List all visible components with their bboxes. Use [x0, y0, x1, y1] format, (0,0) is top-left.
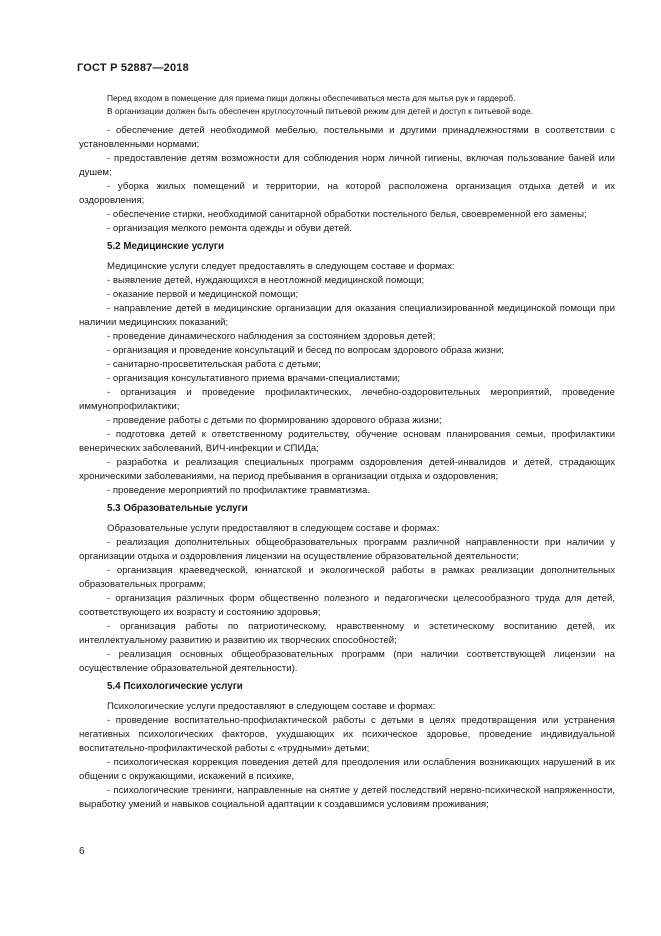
list-item: - уборка жилых помещений и территории, на которой расположена организация отдыха детей и их оздоровления; [79, 181, 615, 206]
list-item: - организация консультативного приема врачами-специалистами; [107, 373, 400, 384]
list-item: - проведение воспитательно-профилактической работы с детьми в целях предотвращения или устранения негативных психологических факторов, ухудшающих их психическое здоровье, проведение индивидуальной воспитательно-профилактической работы с «трудными» детьми; [79, 715, 615, 754]
list-item: - подготовка детей к ответственному родительству, обучение основам планирования семьи, профилактики венерических заболеваний, ВИЧ-инфекции и СПИДа; [79, 429, 615, 454]
list-item: - обеспечение стирки, необходимой санитарной обработки постельного белья, своевременной его замены; [107, 209, 587, 220]
intro-block [79, 92, 619, 118]
intro-paragraph: Перед входом в помещение для приема пищи должны обеспечиваться места для мытья рук и гардероб. [107, 93, 516, 103]
list-item: - организация различных форм общественно полезного и педагогически целесообразного труда для детей, соответствующего их возрасту и состоянию здоровья; [79, 593, 615, 618]
list-item: - организация мелкого ремонта одежды и обуви детей. [107, 223, 352, 234]
list-item: - проведение динамического наблюдения за состоянием здоровья детей; [107, 331, 436, 342]
list-item: - реализация дополнительных общеобразовательных программ различной направленности при наличии у организации отдыха и оздоровления лицензии на осуществление образовательной деятельности; [79, 537, 615, 562]
main-content [79, 124, 615, 812]
list-item: - предоставление детям возможности для соблюдения норм личной гигиены, включая пользование баней или душем; [79, 153, 615, 178]
section-lead: Психологические услуги предоставляют в следующем составе и формах: [107, 701, 436, 712]
section-heading-psychological: 5.4 Психологические услуги [107, 681, 243, 692]
list-item: - разработка и реализация специальных программ оздоровления детей-инвалидов и детей, страдающих хроническими заболеваниями, на период пребывания в организации отдыха и оздоровления; [79, 457, 615, 482]
page-number: 6 [79, 846, 85, 857]
list-item: - оказание первой и медицинской помощи; [107, 289, 299, 300]
list-item: - психологические тренинги, направленные на снятие у детей последствий нервно-психической напряженности, выработку умений и навыков социальной адаптации к создавшимся условиям проживания; [79, 785, 615, 810]
list-item: - направление детей в медицинские организации для оказания специализированной медицинской помощи при наличии медицинских показаний; [79, 303, 615, 328]
section-lead: Медицинские услуги следует предоставлять в следующем составе и формах: [107, 261, 455, 272]
section-heading-education: 5.3 Образовательные услуги [107, 503, 248, 514]
list-item: - организация работы по патриотическому, нравственному и эстетическому воспитанию детей, их интеллектуальному развитию и развитию их творческих способностей; [79, 621, 615, 646]
intro-paragraph: В организации должен быть обеспечен круглосуточный питьевой режим для детей и доступ к питьевой воде. [107, 106, 533, 116]
section-lead: Образовательные услуги предоставляют в следующем составе и формах: [107, 523, 440, 534]
list-item: - психологическая коррекция поведения детей для преодоления или ослабления возникающих нарушений в их общении с окружающими, искажений в психике, [79, 757, 615, 782]
list-item: - выявление детей, нуждающихся в неотложной медицинской помощи; [107, 275, 425, 286]
list-item: - проведение работы с детьми по формированию здорового образа жизни; [107, 415, 442, 426]
list-item: - обеспечение детей необходимой мебелью, постельными и другими принадлежностями в соответствии с установленными нормами; [79, 125, 615, 150]
list-item: - организация и проведение профилактических, лечебно-оздоровительных мероприятий, проведение иммунопрофилактики; [79, 387, 615, 412]
section-heading-medical: 5.2 Медицинские услуги [107, 241, 224, 252]
list-item: - санитарно-просветительская работа с детьми; [107, 359, 321, 370]
document-header: ГОСТ Р 52887—2018 [77, 62, 189, 74]
list-item: - организация краеведческой, юннатской и экологической работы в рамках реализации дополнительных образовательных программ; [79, 565, 615, 590]
list-item: - организация и проведение консультаций и бесед по вопросам здорового образа жизни; [107, 345, 504, 356]
list-item: - проведение мероприятий по профилактике травматизма. [107, 485, 371, 496]
list-item: - реализация основных общеобразовательных программ (при наличии соответствующей лицензии на осуществление образовательной деятельности). [79, 649, 615, 674]
